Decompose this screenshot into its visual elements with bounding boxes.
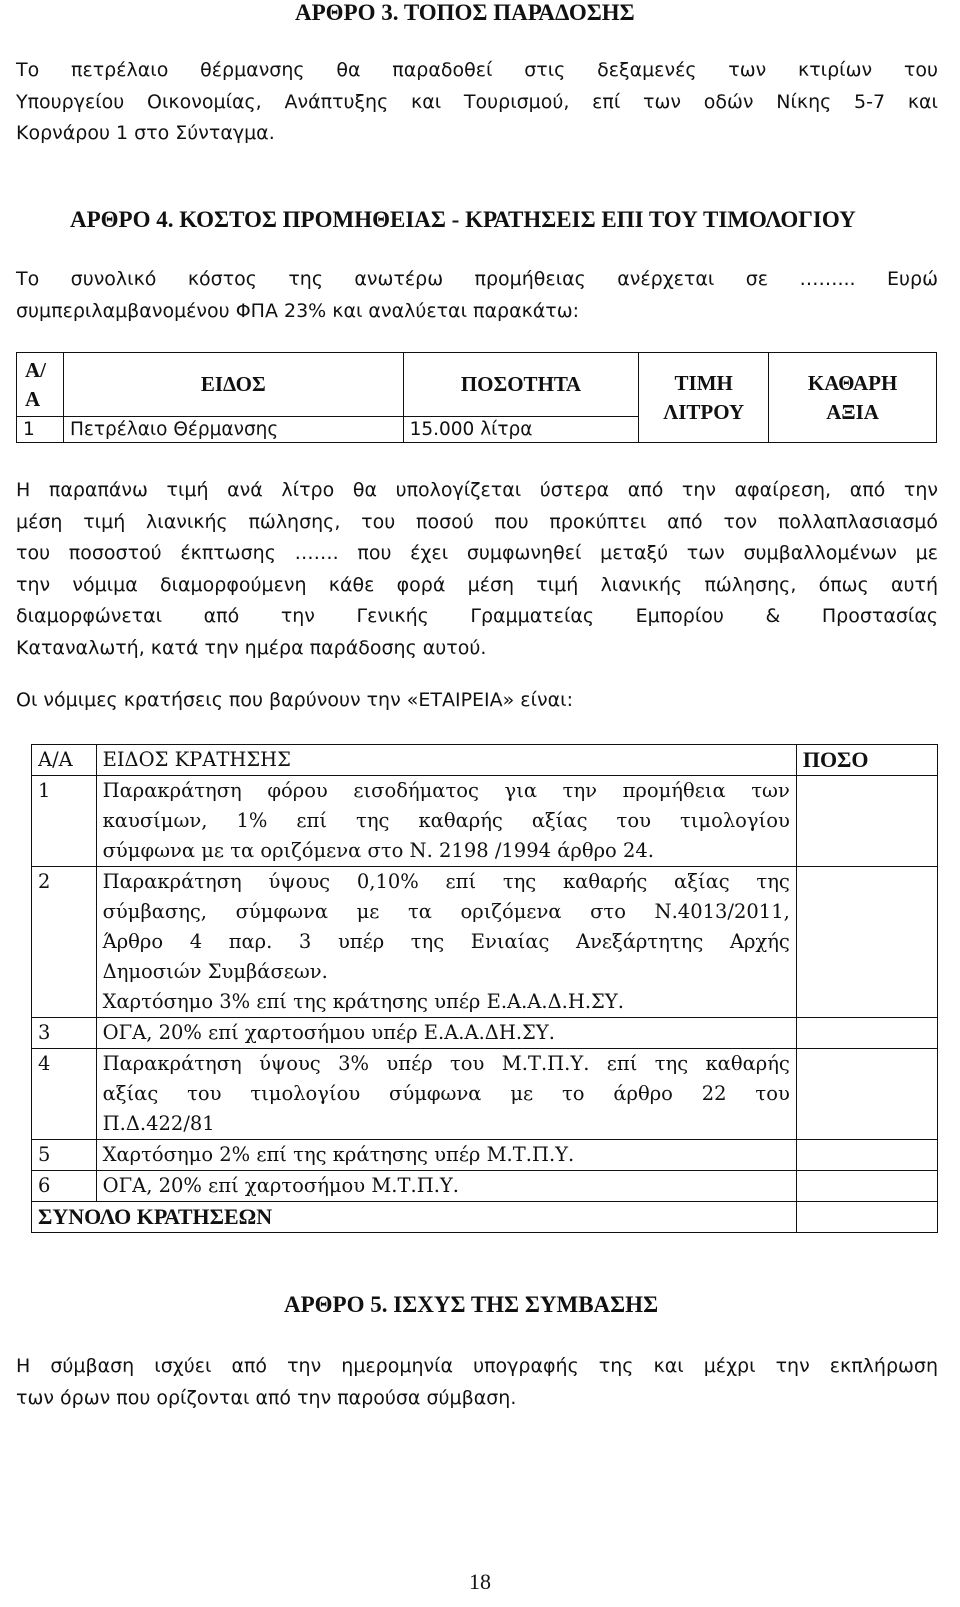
header-unit-price: ΤΙΜΗ ΛΙΤΡΟΥ [639, 353, 769, 443]
deduction-amount [796, 867, 937, 1018]
deduction-aa: 5 [32, 1140, 97, 1171]
deduction-line: Χαρτόσημο 2% επί της κράτησης υπέρ Μ.Τ.Π.Υ. [102, 1143, 575, 1166]
header-quantity: ΠΟΣΟΤΗΤΑ [403, 353, 639, 417]
deduction-line: σύμφωνα με τα οριζόμενα στο Ν. 2198 /1994 άρθρο 24. [102, 839, 655, 862]
article3-line: Κορνάρου 1 στο Σύνταγμα. [16, 122, 275, 144]
row-item: Πετρέλαιο Θέρμανσης [63, 417, 403, 443]
deductions-header-type: ΕΙΔΟΣ ΚΡΑΤΗΣΗΣ [96, 745, 796, 776]
price-note-line: του ποσοστού έκπτωσης ……. που έχει συμφωνηθεί μεταξύ των συμβαλλομένων με [16, 542, 938, 564]
deduction-row [32, 1018, 938, 1049]
header-item: ΕΙΔΟΣ [63, 353, 403, 417]
deduction-line: καυσίμων, 1% επί της καθαρής αξίας του τιμολογίου [102, 809, 790, 832]
deduction-row [32, 867, 938, 1018]
deductions-table [31, 744, 938, 1233]
deduction-description [96, 1018, 796, 1049]
deduction-line: Άρθρο 4 παρ. 3 υπέρ της Ενιαίας Ανεξάρτητης Αρχής [102, 930, 790, 953]
deduction-description [96, 776, 796, 867]
price-note [16, 475, 938, 664]
deduction-amount [796, 1018, 937, 1049]
article4-intro-line: Το συνολικό κόστος της ανωτέρω προμήθειας ανέρχεται σε ……... Ευρώ [16, 268, 938, 290]
article5-title: ΑΡΘΡΟ 5. ΙΣΧΥΣ ΤΗΣ ΣΥΜΒΑΣΗΣ [284, 1292, 659, 1317]
deductions-intro [16, 685, 938, 717]
price-note-line: την νόμιμα διαμορφούμενη κάθε φορά μέση τιμή λιανικής πώλησης, όπως αυτή [16, 573, 938, 596]
deductions-header-amount: ΠΟΣΟ [796, 745, 937, 776]
article4-intro [16, 264, 938, 327]
deduction-row [32, 1049, 938, 1140]
deductions-total-amount [796, 1202, 937, 1233]
price-table-header-row [17, 353, 937, 417]
row-quantity: 15.000 λίτρα [403, 417, 639, 443]
page-number: 18 [469, 1569, 491, 1594]
deduction-line: Π.Δ.422/81 [102, 1112, 215, 1135]
deduction-line: Παρακράτηση ύψους 0,10% επί της καθαρής αξίας της [102, 870, 790, 893]
deduction-description [96, 1140, 796, 1171]
article3-title: ΑΡΘΡΟ 3. ΤΟΠΟΣ ΠΑΡΑΔΟΣΗΣ [295, 0, 635, 25]
article3-line: Το πετρέλαιο θέρμανσης θα παραδοθεί στις δεξαμενές των κτιρίων του [16, 59, 938, 81]
article4-intro-line: συμπεριλαμβανομένου ΦΠΑ 23% και αναλύεται παρακάτω: [16, 299, 580, 322]
deduction-aa: 2 [32, 867, 97, 1018]
deduction-amount [796, 1171, 937, 1202]
row-aa: 1 [17, 417, 64, 443]
deduction-row [32, 1140, 938, 1171]
deductions-header-row [32, 745, 938, 776]
deduction-line: Χαρτόσημο 3% επί της κράτησης υπέρ Ε.Α.Α.Δ.Η.ΣΥ. [102, 990, 624, 1013]
deductions-total-row [32, 1202, 938, 1233]
deductions-total-label: ΣΥΝΟΛΟ ΚΡΑΤΗΣΕΩΝ [32, 1202, 797, 1233]
deduction-line: σύμβασης, σύμφωνα με τα οριζόμενα στο Ν.4013/2011, [102, 900, 790, 923]
deduction-line: αξίας του τιμολογίου σύμφωνα με το άρθρο 22 του [102, 1082, 790, 1105]
price-note-line: Η παραπάνω τιμή ανά λίτρο θα υπολογίζεται ύστερα από την αφαίρεση, από την [16, 479, 938, 501]
deduction-line: Παρακράτηση φόρου εισοδήματος για την προμήθεια των [102, 779, 790, 802]
price-note-line: μέση τιμή λιανικής πώλησης, του ποσού που προκύπτει από τον πολλαπλασιασμό [16, 510, 938, 533]
deduction-aa: 1 [32, 776, 97, 867]
deduction-row [32, 776, 938, 867]
article5-text [16, 1351, 938, 1414]
deduction-line: Παρακράτηση ύψους 3% υπέρ του Μ.Τ.Π.Υ. επί της καθαρής [102, 1052, 790, 1075]
price-note-line: Καταναλωτή, κατά την ημέρα παράδοσης αυτού. [16, 636, 487, 659]
deduction-description [96, 1171, 796, 1202]
deduction-description [96, 1049, 796, 1140]
header-aa: Α/ Α [17, 353, 64, 417]
price-table [16, 352, 937, 443]
deduction-aa: 3 [32, 1018, 97, 1049]
deduction-amount [796, 776, 937, 867]
article3-text [16, 55, 938, 150]
header-net-value: ΚΑΘΑΡΗ ΑΞΙΑ [769, 353, 937, 443]
article3-line: Υπουργείου Οικονομίας, Ανάπτυξης και Τουρισμού, επί των οδών Νίκης 5-7 και [16, 90, 938, 113]
deduction-line: ΟΓΑ, 20% επί χαρτοσήμου υπέρ Ε.Α.Α.ΔΗ.ΣΥ. [102, 1021, 555, 1044]
deduction-line: ΟΓΑ, 20% επί χαρτοσήμου Μ.Τ.Π.Υ. [102, 1174, 459, 1197]
deduction-row [32, 1171, 938, 1202]
deduction-amount [796, 1140, 937, 1171]
deduction-aa: 4 [32, 1049, 97, 1140]
price-note-line: διαμορφώνεται από την Γενικής Γραμματείας Εμπορίου & Προστασίας [16, 605, 938, 627]
deduction-line: Δημοσιών Συμβάσεων. [102, 960, 328, 983]
deduction-amount [796, 1049, 937, 1140]
deductions-header-aa: Α/Α [32, 745, 97, 776]
deduction-description [96, 867, 796, 1018]
deduction-aa: 6 [32, 1171, 97, 1202]
article5-line: των όρων που ορίζονται από την παρούσα σύμβαση. [16, 1386, 517, 1409]
deductions-intro-text: Οι νόμιμες κρατήσεις που βαρύνουν την «ΕΤΑΙΡΕΙΑ» είναι: [16, 689, 573, 711]
article5-line: Η σύμβαση ισχύει από την ημερομηνία υπογραφής της και μέχρι την εκπλήρωση [16, 1355, 938, 1377]
article4-title: ΑΡΘΡΟ 4. ΚΟΣΤΟΣ ΠΡΟΜΗΘΕΙΑΣ - ΚΡΑΤΗΣΕΙΣ ΕΠΙ ΤΟΥ ΤΙΜΟΛΟΓΙΟΥ [70, 207, 856, 232]
